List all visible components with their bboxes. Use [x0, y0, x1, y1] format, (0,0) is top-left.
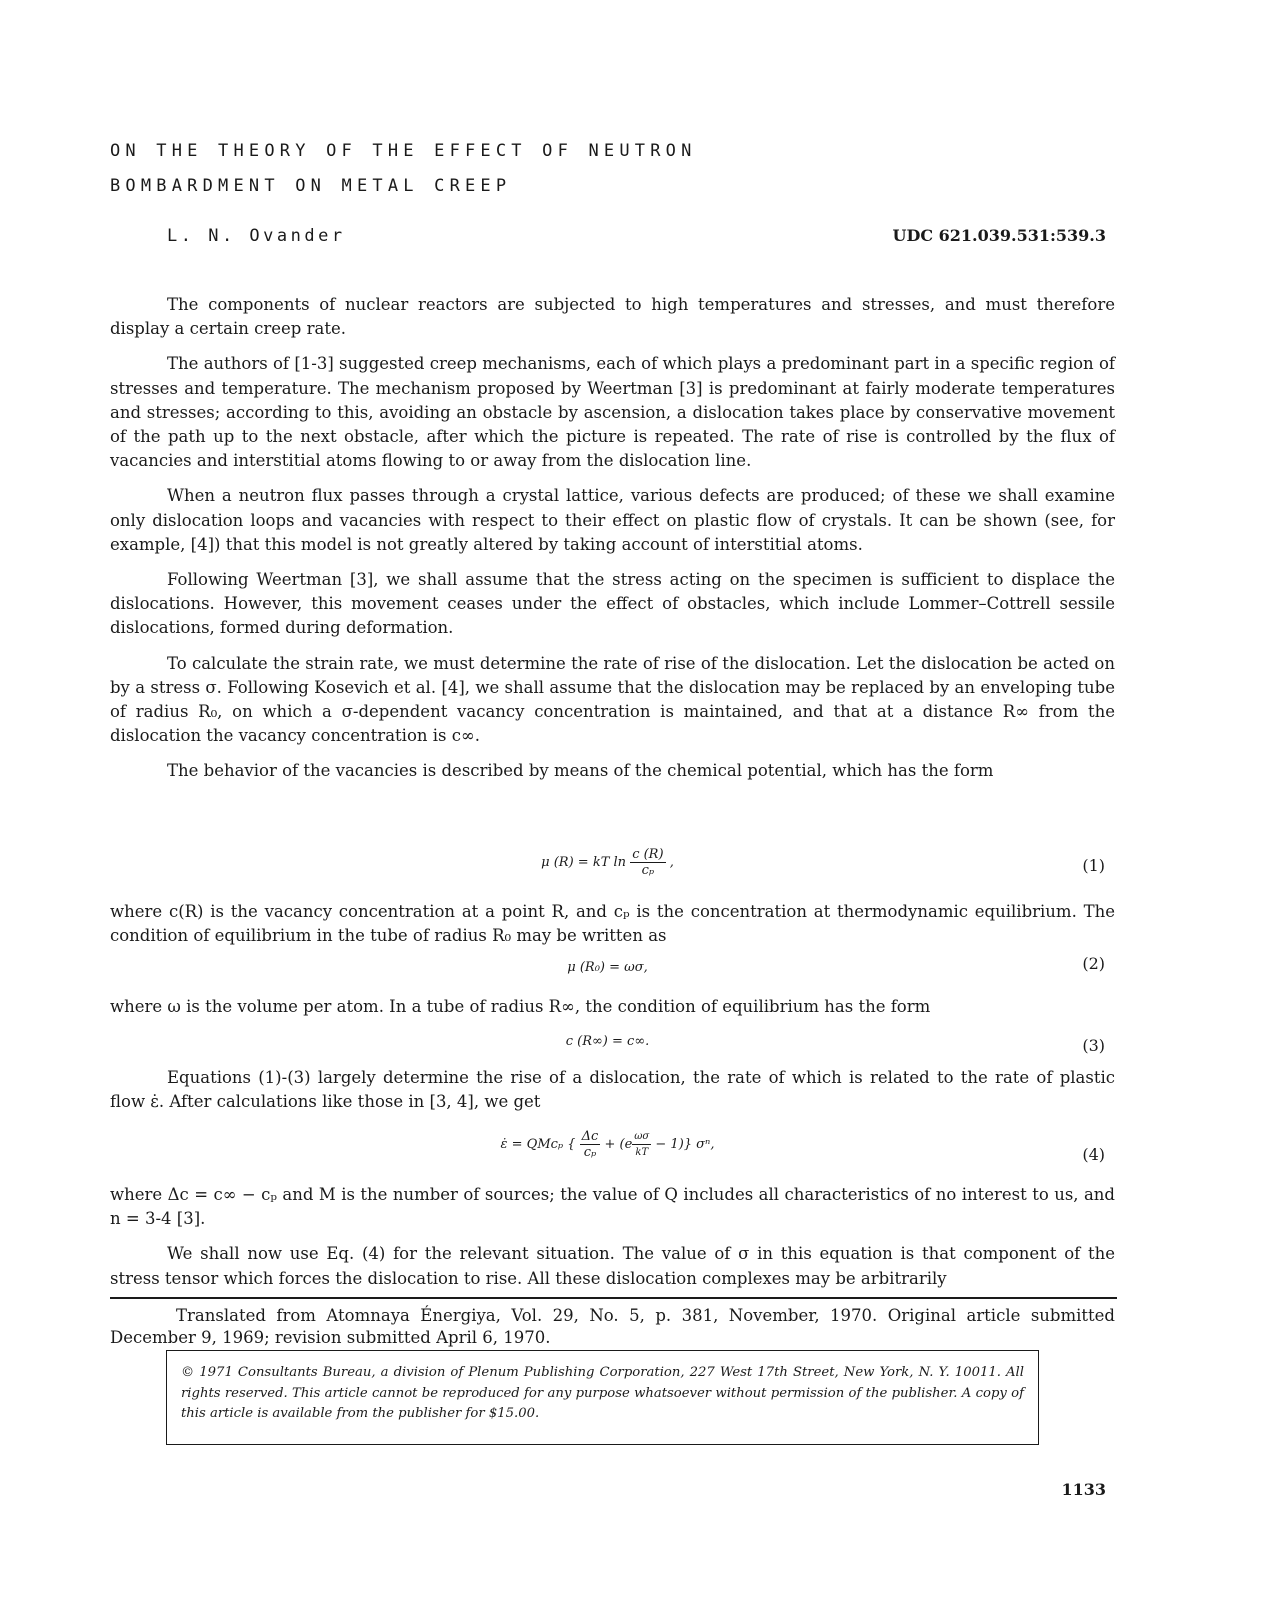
eq4-lhs: ε̇ = QMcₚ {	[500, 1137, 576, 1152]
body-section-1	[110, 293, 1115, 784]
eq3-expression: c (R∞) = c∞.	[565, 1034, 650, 1049]
equation-3	[110, 1030, 1105, 1070]
paragraph-7: where c(R) is the vacancy concentration at a point R, and cₚ is the concentration at thermodynamic equilibrium. The condition of equilibrium in the tube of radius R₀ may be written as	[110, 902, 1115, 946]
paragraph-4: Following Weertman [3], we shall assume that the stress acting on the specimen is sufficient to displace the dislocations. However, this movement ceases under the effect of obstacles, which include Lommer–Cottrell sessile dislocations, formed during deformation.	[110, 570, 1115, 638]
paragraph-8: where ω is the volume per atom. In a tube of radius R∞, the condition of equilibrium has the form	[110, 997, 931, 1016]
footnote-text: Translated from Atomnaya Énergiya, Vol. 29, No. 5, p. 381, November, 1970. Original article submitted December 9, 1969; revision submitted April 6, 1970.	[110, 1306, 1115, 1347]
eq4-exp-denominator: kT	[635, 1147, 649, 1158]
footnote-divider	[110, 1297, 1117, 1299]
eq1-number: (1)	[1082, 856, 1105, 875]
paragraph-11: We shall now use Eq. (4) for the relevant situation. The value of σ in this equation is that component of the stress tensor which forces the dislocation to rise. All these dislocation complexes may be arbitrarily	[110, 1244, 1115, 1288]
equation-2	[110, 954, 1105, 994]
body-section-5	[110, 1183, 1115, 1291]
eq1-lhs: μ (R) = kT ln	[541, 855, 627, 870]
body-section-3	[110, 995, 1115, 1019]
eq4-number: (4)	[1082, 1145, 1105, 1164]
copyright-text: © 1971 Consultants Bureau, a division of Plenum Publishing Corporation, 227 West 17th Street, New York, N. Y. 10011. All rights reserved. This article cannot be reproduced for any purpose whatsoever without permission of the publisher. A copy of this article is available from the publisher for $15.00.	[181, 1365, 1024, 1421]
article-title-line1: ON THE THEORY OF THE EFFECT OF NEUTRON	[110, 141, 697, 161]
eq4-rhs: − 1)} σⁿ,	[655, 1137, 715, 1152]
eq4-denominator: cₚ	[583, 1145, 597, 1160]
page-number: 1133	[1061, 1480, 1106, 1499]
equation-1	[110, 845, 1105, 885]
eq1-tail: ,	[669, 855, 674, 870]
paragraph-5: To calculate the strain rate, we must determine the rate of rise of the dislocation. Let the dislocation be acted on by a stress σ. Following Kosevich et al. [4], we shall assume that the dislocation may be replaced by an enveloping tube of radius R₀, on which a σ-dependent vacancy concentration is maintained, and that at a distance R∞ from the dislocation the vacancy concentration is c∞.	[110, 653, 1115, 746]
eq1-fraction	[630, 847, 665, 878]
paragraph-9: Equations (1)-(3) largely determine the rise of a dislocation, the rate of which is related to the rate of plastic flow ε̇. After calculations like those in [3, 4], we get	[110, 1068, 1115, 1112]
paragraph-1: The components of nuclear reactors are subjected to high temperatures and stresses, and must therefore display a certain creep rate.	[110, 295, 1115, 339]
eq1-numerator: c (R)	[632, 847, 664, 862]
eq2-expression: μ (R₀) = ωσ,	[567, 960, 648, 975]
eq4-exp-numerator: ωσ	[632, 1129, 651, 1145]
author-name: L. N. Ovander	[167, 226, 346, 246]
eq4-mid: + (e	[604, 1137, 633, 1152]
paragraph-2: The authors of [1-3] suggested creep mechanisms, each of which plays a predominant part in a specific region of stresses and temperature. The mechanism proposed by Weertman [3] is predominant at fairly moderate temperatures and stresses; according to this, avoiding an obstacle by ascension, a dislocation takes place by conservative movement of the path up to the next obstacle, after which the picture is repeated. The rate of rise is controlled by the flux of vacancies and interstitial atoms flowing to or away from the dislocation line.	[110, 354, 1115, 471]
translation-footnote	[110, 1305, 1115, 1349]
eq4-fraction	[580, 1129, 601, 1160]
paragraph-3: When a neutron flux passes through a crystal lattice, various defects are produced; of these we shall examine only dislocation loops and vacancies with respect to their effect on plastic flow of crystals. It can be shown (see, for example, [4]) that this model is not greatly altered by taking account of interstitial atoms.	[110, 486, 1115, 554]
eq4-exponent	[632, 1129, 651, 1160]
eq2-number: (2)	[1082, 954, 1105, 973]
body-section-4	[110, 1066, 1115, 1114]
eq1-denominator: cₚ	[641, 863, 655, 878]
article-title-line2: BOMBARDMENT ON METAL CREEP	[110, 176, 512, 196]
paragraph-6: The behavior of the vacancies is described by means of the chemical potential, which has the form	[167, 761, 994, 781]
eq3-number: (3)	[1082, 1036, 1105, 1055]
udc-code: UDC 621.039.531:539.3	[892, 226, 1106, 245]
body-section-2	[110, 900, 1115, 948]
eq4-numerator: Δc	[581, 1129, 599, 1144]
equation-4	[110, 1121, 1105, 1164]
copyright-box	[166, 1350, 1039, 1445]
paragraph-10: where Δc = c∞ − cₚ and M is the number of sources; the value of Q includes all characteristics of no interest to us, and n = 3-4 [3].	[110, 1185, 1115, 1229]
